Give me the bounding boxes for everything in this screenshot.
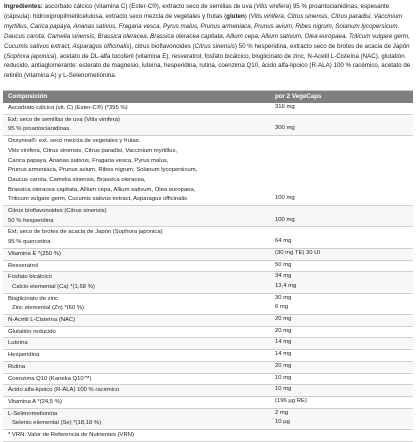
ingredients-italic: Vitis vinifera, Citrus sinensis, Citrus paradisi, Vaccinium myrtillus, Carica papaya, Ananas sativus, Fragaria vesca, Pyrus malus, Prunus armeniaca, Prunus avium, Ribes nigrum, Solanum lycopersicum, Daucus carota, Camelia sinensis, Brassica oleracea, Brassica oleracea capitata, Allium cepa, Allium sativum, Olea europaea, Triticum vulgare germ, Cucumis sativus extract, Asparagus officinalis bbox=[4, 12, 410, 50]
table-row bbox=[3, 115, 413, 136]
row-label: Ext. seco de semillas de uva (Vitis vinifera) bbox=[8, 116, 120, 123]
row-value: 10 µg bbox=[275, 419, 290, 426]
row-label: 95 % quercetina bbox=[8, 239, 51, 246]
table-row bbox=[3, 206, 413, 227]
row-label: Oxxynea®: ext. seco mezcla de vegetales y frutas. bbox=[8, 138, 141, 145]
row-label: Rutina bbox=[8, 363, 26, 370]
row-label: Triticum vulgare germ, Cucumis sativus extract, Asparagus officinalis bbox=[8, 196, 188, 203]
row-value: 316 mg bbox=[275, 104, 295, 110]
ingredients-italic: Vitis vinifera bbox=[255, 3, 290, 10]
row-label: Coenzima Q10 (Kaneka Q10™) bbox=[8, 375, 92, 382]
ingredients-text: ), citrus bioflavonoides ( bbox=[129, 42, 195, 50]
table-row bbox=[3, 338, 413, 350]
row-label: Bisglicinato de zinc bbox=[8, 295, 59, 302]
table-row bbox=[3, 315, 413, 327]
table-row bbox=[3, 272, 413, 293]
table-row bbox=[3, 350, 413, 362]
row-value: 13,4 mg bbox=[275, 282, 297, 289]
table-row bbox=[3, 409, 413, 430]
row-label: Resveratrol bbox=[8, 262, 39, 269]
row-value: 64 mg bbox=[275, 238, 292, 245]
ingredients-text: ascorbato cálcico (vitamina C) (Ester-C®), extracto seco de semillas de uva ( bbox=[42, 3, 256, 10]
ingredients-text: ) ( bbox=[244, 12, 251, 20]
row-label: Carica papaya, Ananas sativus, Fragaria vesca, Pyrus malus, bbox=[8, 157, 169, 164]
row-value: 20 mg bbox=[275, 327, 292, 334]
row-value: 10 mg bbox=[275, 386, 292, 393]
table-row bbox=[3, 136, 413, 206]
table-header bbox=[3, 91, 413, 103]
row-value: 20 mg bbox=[275, 316, 292, 323]
ingredients-text: ) 95 % proantocianidinas, espesante (cápsula): hidroxipropilmetilcelulosa, extracto seco mezcla de vegetales y frutas ( bbox=[4, 3, 390, 20]
row-value: 100 mg bbox=[275, 216, 295, 223]
row-label: Glutatión reducido bbox=[8, 328, 56, 335]
row-value: (30 mg TE) 30 UI bbox=[275, 249, 321, 256]
footnote: * VRN: Valor de Referencia de Nutrientes (VRN) bbox=[8, 432, 134, 439]
ingredients-italic: Sophora japonica bbox=[6, 52, 55, 60]
allergen-gluten: gluten bbox=[226, 12, 245, 20]
row-label: Citrus bioflavonoides (Citrus sinensis) bbox=[8, 208, 107, 215]
row-label: Calcio elemental (Ca) *(1,68 %) bbox=[12, 283, 95, 290]
composition-table bbox=[3, 90, 413, 442]
row-value: 20 mg bbox=[275, 362, 292, 369]
row-label: Hesperidina bbox=[8, 352, 40, 359]
row-label: 50 % hesperidina bbox=[8, 217, 54, 224]
row-value: 100 mg bbox=[275, 195, 295, 202]
row-label: Zinc elemental (Zn) *(60 %) bbox=[12, 305, 85, 312]
table-row bbox=[3, 249, 413, 261]
ingredients-text: ) 50 % hesperidina, extracto seco de brotes de acacia de Japón ( bbox=[4, 42, 410, 60]
row-value: 300 mg bbox=[275, 125, 295, 132]
table-row bbox=[3, 294, 413, 315]
header-dose: por 2 VegeCaps bbox=[275, 93, 322, 100]
ingredients-text: ), acetato de DL-alfa tocoferil (vitamina E), resveratrol, fosfato bicálcico, bisglicinato de zinc, N-Acetil L-Cisteína (NAC), glutatión reducido, antiaglomerante: esterato de magnesio, luteína, hesperidina, rutina, coenzima Q10, ácido alfa-lipoico (R-ALA) 100 % racémico, acetato de retinilo (vitamina A) y L-Selenometionina. bbox=[4, 52, 411, 80]
table-row bbox=[3, 385, 413, 397]
row-label: N-Acetil L-Cisteína (NAC) bbox=[8, 317, 76, 324]
row-label: Fosfato bicálcico bbox=[8, 274, 52, 281]
table-row bbox=[3, 374, 413, 386]
row-value: (196 µg RE) bbox=[275, 397, 307, 404]
row-label: Vitamina E *(250 %) bbox=[8, 250, 61, 257]
table-row bbox=[3, 362, 413, 374]
header-composition: Composición bbox=[8, 93, 48, 100]
row-label: Selenio elemental (Se) *(18,18 %) bbox=[12, 420, 102, 427]
table-row bbox=[3, 103, 413, 115]
row-label: Luteína bbox=[8, 340, 28, 347]
row-label: L-Selenometionina bbox=[8, 410, 58, 417]
table-row bbox=[3, 261, 413, 273]
row-label: Brassica oleracea capitata, Allium cepa, Allium sativum, Olea europaea, bbox=[8, 186, 196, 193]
row-value: 2 mg bbox=[275, 409, 289, 416]
table-row bbox=[3, 227, 413, 248]
row-label: Prunus armeniaca, Prunus avium, Ribes nigrum, Solanum lycopersicum, bbox=[8, 167, 198, 174]
row-value: 6 mg bbox=[275, 304, 289, 311]
row-label: Vitis vinifera, Citrus sinensis, Citrus paradisi, Vaccinium myrtillus, bbox=[8, 147, 178, 154]
ingredients-label: Ingredientes: bbox=[4, 3, 43, 10]
row-value: 30 mg bbox=[275, 294, 292, 301]
ingredients-paragraph bbox=[4, 2, 412, 81]
row-label: Ácido alfa-lipoico (R-ALA) 100 % racémico bbox=[8, 387, 120, 394]
row-label: Vitamina A *(24,5 %) bbox=[8, 398, 62, 405]
row-value: 50 mg bbox=[275, 261, 292, 268]
row-value: 10 mg bbox=[275, 374, 292, 381]
row-label: 95 % proantocianidinas bbox=[8, 126, 70, 133]
row-value: 34 mg bbox=[275, 273, 292, 280]
table-body bbox=[3, 103, 413, 430]
table-row bbox=[3, 327, 413, 339]
row-label: Ext. seco de brotes de acacia de Japón (Sophora japonica) bbox=[8, 229, 163, 236]
row-label: Daucus carota, Camelia sinensis, Brassica oleracea, bbox=[8, 176, 146, 183]
table-row bbox=[3, 397, 413, 409]
ingredients-italic: Citrus sinensis bbox=[194, 42, 235, 50]
row-value: 14 mg bbox=[275, 351, 292, 358]
row-label: Ascorbato cálcico (vit. C) (Ester-C®) (*395 %) bbox=[8, 105, 128, 111]
row-value: 14 mg bbox=[275, 339, 292, 346]
